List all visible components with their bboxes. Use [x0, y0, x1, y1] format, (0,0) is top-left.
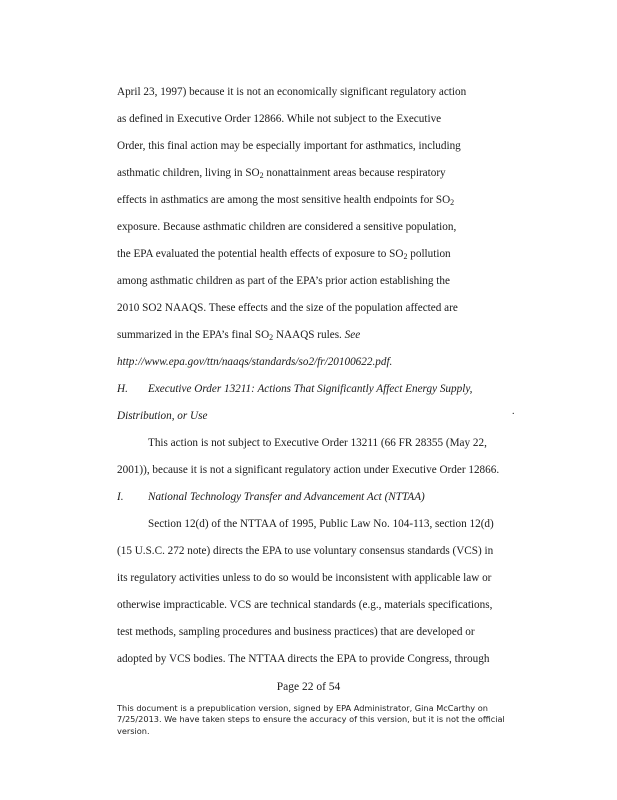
section-h-letter: H.	[117, 383, 128, 395]
para-h-line-1: This action is not subject to Executive Order 13211 (66 FR 28355 (May 22,	[148, 437, 487, 449]
section-h-title: Executive Order 13211: Actions That Significantly Affect Energy Supply,	[148, 383, 473, 395]
body-line-1: April 23, 1997) because it is not an economically significant regulatory action	[117, 86, 467, 98]
para-i-line-6: adopted by VCS bodies. The NTTAA directs the EPA to provide Congress, through	[117, 653, 490, 665]
body-line-9: 2010 SO2 NAAQS. These effects and the size of the population affected are	[117, 302, 458, 314]
reference-url: http://www.epa.gov/ttn/naaqs/standards/so2/fr/20100622.pdf.	[117, 356, 393, 368]
section-h-title-cont: Distribution, or Use	[117, 410, 208, 422]
body-line-5: effects in asthmatics are among the most sensitive health endpoints for $SO_2$	[117, 194, 455, 207]
para-i-line-3: its regulatory activities unless to do so would be inconsistent with applicable law or	[117, 572, 492, 584]
body-line-6: exposure. Because asthmatic children are considered a sensitive population,	[117, 221, 457, 233]
body-line-10: summarized in the EPA’s final $SO_2$ NAAQS rules. See	[117, 329, 361, 342]
prepublication-disclaimer: This document is a prepublication version, signed by EPA Administrator, Gina McCarthy on 7/25/2013. We have taken steps to ensure the accuracy of this version, but it is not the official version.	[117, 703, 505, 736]
stray-mark: .	[512, 406, 515, 417]
body-line-7: the EPA evaluated the potential health effects of exposure to $SO_2$ pollution	[117, 248, 451, 261]
section-i-letter: I.	[117, 491, 124, 503]
body-line-3: Order, this final action may be especially important for asthmatics, including	[117, 140, 461, 152]
para-i-line-4: otherwise impracticable. VCS are technical standards (e.g., materials specifications,	[117, 599, 493, 611]
section-i-title: National Technology Transfer and Advancement Act (NTTAA)	[148, 491, 425, 503]
para-h-line-2: 2001)), because it is not a significant regulatory action under Executive Order 12866.	[117, 464, 500, 476]
body-line-4: asthmatic children, living in $SO_2$ nonattainment areas because respiratory	[117, 167, 446, 180]
para-i-line-5: test methods, sampling procedures and business practices) that are developed or	[117, 626, 475, 638]
body-line-8: among asthmatic children as part of the EPA’s prior action establishing the	[117, 275, 450, 287]
para-i-line-2: (15 U.S.C. 272 note) directs the EPA to use voluntary consensus standards (VCS) in	[117, 545, 494, 557]
para-i-line-1: Section 12(d) of the NTTAA of 1995, Public Law No. 104-113, section 12(d)	[148, 518, 494, 530]
body-line-2: as defined in Executive Order 12866. While not subject to the Executive	[117, 113, 442, 125]
page-number: Page 22 of 54	[276, 681, 341, 693]
